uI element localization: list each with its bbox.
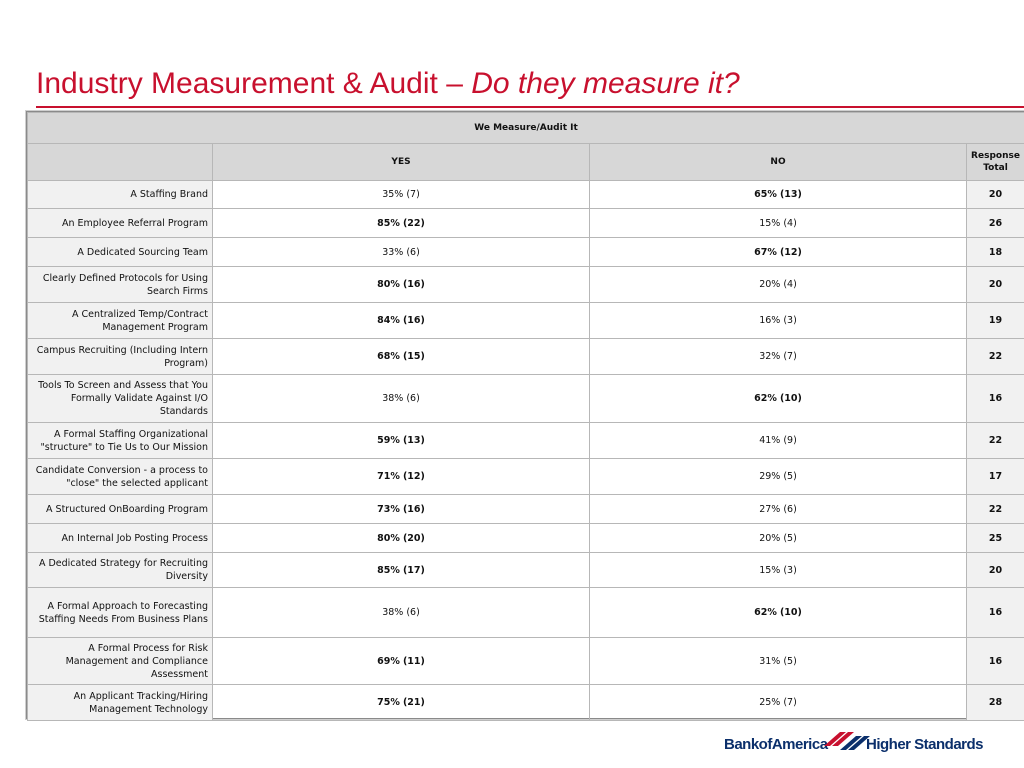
no-cell [590, 181, 967, 209]
response-total-cell: 22 [967, 495, 1024, 524]
yes-cell [213, 638, 590, 685]
row-label: A Formal Approach to Forecasting Staffing Needs From Business Plans [28, 588, 213, 638]
response-total-cell: 20 [967, 553, 1024, 588]
row-label: An Employee Referral Program [28, 209, 213, 238]
yes-cell [213, 685, 590, 721]
no-cell [590, 553, 967, 588]
no-percent: 32% [759, 351, 781, 362]
yes-cell [213, 267, 590, 303]
no-count: (13) [779, 189, 802, 200]
no-cell [590, 209, 967, 238]
yes-count: (6) [406, 607, 420, 618]
row-label: A Formal Staffing Organizational "structure" to Tie Us to Our Mission [28, 423, 213, 459]
row-label: Candidate Conversion - a process to "close" the selected applicant [28, 459, 213, 495]
yes-count: (16) [402, 315, 425, 326]
response-total-cell: 22 [967, 423, 1024, 459]
no-percent: 41% [759, 435, 781, 446]
no-cell [590, 459, 967, 495]
table-row [28, 267, 1024, 303]
yes-percent: 38% [382, 607, 404, 618]
yes-percent: 69% [377, 655, 400, 667]
table-row [28, 209, 1024, 238]
no-percent: 27% [759, 503, 781, 515]
response-total-cell: 28 [967, 685, 1024, 721]
no-column-header: NO [590, 144, 967, 181]
no-count: (3) [783, 564, 797, 576]
yes-count: (6) [406, 246, 420, 258]
response-total-cell: 20 [967, 181, 1024, 209]
slide-title [36, 66, 1024, 108]
yes-cell [213, 459, 590, 495]
no-percent: 62% [754, 393, 777, 404]
row-label: A Dedicated Sourcing Team [28, 238, 213, 267]
no-percent: 65% [754, 189, 777, 200]
yes-count: (11) [402, 655, 425, 667]
flag-logo-icon [818, 726, 870, 756]
no-cell [590, 423, 967, 459]
no-cell [590, 267, 967, 303]
yes-percent: 33% [382, 246, 404, 258]
yes-cell [213, 588, 590, 638]
no-percent: 31% [759, 655, 781, 667]
no-count: (9) [783, 435, 797, 446]
no-cell [590, 588, 967, 638]
yes-cell [213, 375, 590, 423]
yes-column-header: YES [213, 144, 590, 181]
table-row [28, 495, 1024, 524]
slogan: Higher Standards [866, 736, 984, 753]
no-count: (10) [779, 607, 802, 618]
row-label: Campus Recruiting (Including Intern Program) [28, 339, 213, 375]
yes-cell [213, 553, 590, 588]
table-row [28, 375, 1024, 423]
yes-count: (20) [402, 532, 425, 544]
yes-cell [213, 495, 590, 524]
title-main: Industry Measurement & Audit – [36, 67, 472, 100]
yes-count: (22) [402, 217, 425, 229]
yes-percent: 71% [377, 471, 400, 482]
table-row [28, 339, 1024, 375]
bank-of-america-logo [724, 724, 984, 760]
row-label: A Formal Process for Risk Management and Compliance Assessment [28, 638, 213, 685]
no-count: (5) [783, 655, 797, 667]
no-percent: 62% [754, 607, 777, 618]
no-cell [590, 339, 967, 375]
no-percent: 20% [759, 532, 781, 544]
no-cell [590, 495, 967, 524]
no-percent: 15% [759, 217, 781, 229]
yes-count: (16) [402, 503, 425, 515]
response-total-cell: 26 [967, 209, 1024, 238]
yes-percent: 80% [377, 532, 400, 544]
row-label: Clearly Defined Protocols for Using Search Firms [28, 267, 213, 303]
table-row [28, 238, 1024, 267]
response-total-cell: 16 [967, 638, 1024, 685]
no-percent: 25% [759, 697, 781, 708]
blank-header-cell [28, 144, 213, 181]
response-total-cell: 18 [967, 238, 1024, 267]
yes-percent: 80% [377, 279, 400, 290]
yes-count: (16) [402, 279, 425, 290]
brand-name: BankofAmerica [724, 736, 828, 753]
yes-count: (7) [406, 189, 420, 200]
response-total-header: Response Total [967, 144, 1024, 181]
no-count: (12) [779, 246, 802, 258]
no-percent: 16% [759, 315, 781, 326]
yes-count: (17) [402, 564, 425, 576]
yes-cell [213, 339, 590, 375]
yes-cell [213, 209, 590, 238]
yes-count: (13) [402, 435, 425, 446]
row-label: A Dedicated Strategy for Recruiting Diversity [28, 553, 213, 588]
response-total-cell: 20 [967, 267, 1024, 303]
yes-count: (12) [402, 471, 425, 482]
table-row [28, 423, 1024, 459]
no-cell [590, 238, 967, 267]
row-label: An Applicant Tracking/Hiring Management Technology [28, 685, 213, 721]
yes-count: (6) [406, 393, 420, 404]
no-count: (7) [783, 697, 797, 708]
yes-cell [213, 423, 590, 459]
yes-cell [213, 303, 590, 339]
no-count: (5) [783, 471, 797, 482]
no-cell [590, 638, 967, 685]
row-label: A Staffing Brand [28, 181, 213, 209]
yes-count: (21) [402, 697, 425, 708]
survey-table-container [26, 111, 1024, 719]
response-total-cell: 19 [967, 303, 1024, 339]
yes-percent: 84% [377, 315, 400, 326]
yes-cell [213, 181, 590, 209]
no-cell [590, 524, 967, 553]
no-cell [590, 375, 967, 423]
row-label: A Centralized Temp/Contract Management Program [28, 303, 213, 339]
title-italic: Do they measure it? [471, 67, 740, 100]
no-count: (4) [783, 217, 797, 229]
no-percent: 20% [759, 279, 781, 290]
yes-percent: 73% [377, 503, 400, 515]
yes-percent: 85% [377, 564, 400, 576]
no-count: (6) [783, 503, 797, 515]
table-row [28, 303, 1024, 339]
yes-percent: 68% [377, 351, 400, 362]
response-total-cell: 16 [967, 588, 1024, 638]
response-total-cell: 16 [967, 375, 1024, 423]
no-count: (3) [783, 315, 797, 326]
yes-percent: 59% [377, 435, 400, 446]
no-percent: 15% [759, 564, 781, 576]
yes-percent: 85% [377, 217, 400, 229]
no-count: (5) [783, 532, 797, 544]
row-label: A Structured OnBoarding Program [28, 495, 213, 524]
survey-table [27, 112, 1024, 721]
no-cell [590, 303, 967, 339]
no-cell [590, 685, 967, 721]
row-label: Tools To Screen and Assess that You Formally Validate Against I/O Standards [28, 375, 213, 423]
table-row [28, 459, 1024, 495]
row-label: An Internal Job Posting Process [28, 524, 213, 553]
yes-count: (15) [402, 351, 425, 362]
table-row [28, 524, 1024, 553]
no-count: (7) [783, 351, 797, 362]
response-total-cell: 17 [967, 459, 1024, 495]
no-count: (4) [783, 279, 797, 290]
table-row [28, 181, 1024, 209]
no-percent: 29% [759, 471, 781, 482]
response-total-cell: 25 [967, 524, 1024, 553]
column-header-row [28, 144, 1024, 181]
yes-percent: 75% [377, 697, 400, 708]
table-row [28, 638, 1024, 685]
table-row [28, 588, 1024, 638]
response-total-cell: 22 [967, 339, 1024, 375]
yes-percent: 35% [382, 189, 404, 200]
yes-percent: 38% [382, 393, 404, 404]
no-percent: 67% [754, 246, 777, 258]
group-header-row [28, 113, 1024, 144]
yes-cell [213, 524, 590, 553]
no-count: (10) [779, 393, 802, 404]
table-row [28, 685, 1024, 721]
group-header: We Measure/Audit It [28, 113, 1024, 144]
yes-cell [213, 238, 590, 267]
table-row [28, 553, 1024, 588]
